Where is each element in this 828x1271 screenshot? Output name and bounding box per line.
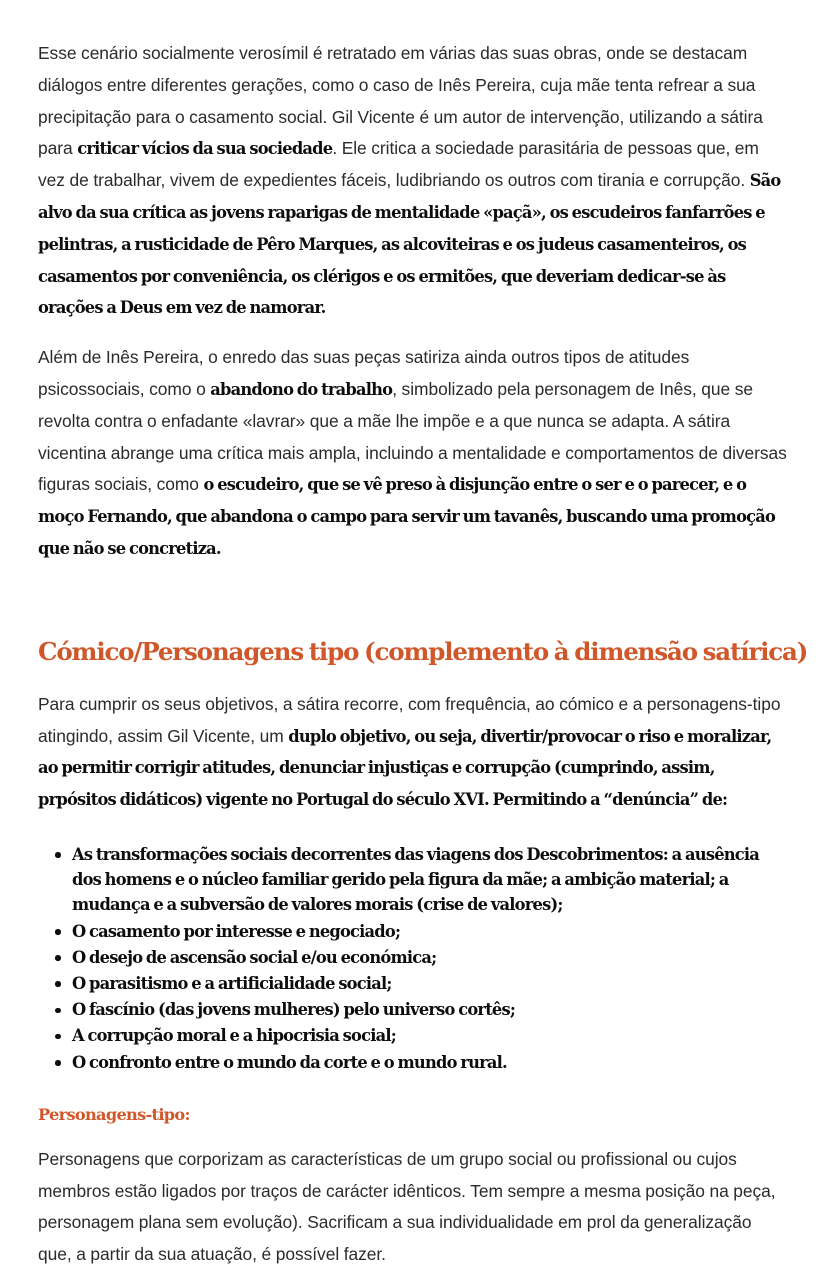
list-item: O parasitismo e a artificialidade social; (38, 971, 788, 996)
section-heading-comico-personagens-tipo: Cómico/Personagens tipo (complemento à dimensão satírica) (38, 636, 808, 666)
list-spacer (38, 816, 788, 842)
list-item: O confronto entre o mundo da corte e o mundo rural. (38, 1050, 788, 1075)
list-item: O desejo de ascensão social e/ou económica; (38, 945, 788, 970)
paragraph-1-bold-run-1: criticar vícios da sua sociedade (77, 139, 333, 159)
paragraph-2-bold-run-1: abandono do trabalho (210, 379, 393, 399)
paragraph-4: Personagens que corporizam as características de um grupo social ou profissional ou cujos membros estão ligados por traços de carácter idênticos. Tem sempre a mesma posição na peça, personagem plana sem evolução). Sacrificam a sua individualidade em prol da generalização que, a partir da sua atuação, é possível fazer. (38, 1148, 776, 1265)
denuncia-bullet-list (38, 842, 788, 1075)
list-item: O casamento por interesse e negociado; (38, 919, 788, 944)
subheading-spacer (38, 1076, 788, 1102)
section-spacer (38, 583, 788, 635)
paragraph-2-bold-run-2: o escudeiro, que se vê preso à disjunção entre o ser e o parecer, e o moço Fernando, que abandona o campo para servir um tavanês, buscando uma promoção que não se concretiza. (38, 475, 776, 558)
paragraph-2-text-run-1: Além de Inês Pereira, o enredo das suas peças satiriza ainda outros tipos de atitudes psicossociais, como o (38, 347, 690, 399)
list-item: As transformações sociais decorrentes das viagens dos Descobrimentos: a ausência dos homens e o núcleo familiar gerido pela figura da mãe; a ambição material; a mudança e a subversão de valores morais (crise de valores); (38, 842, 788, 918)
paragraph-2-text-run-2: , simbolizado pela personagem de Inês, que se revolta contra o enfadante «lavrar» que a mãe lhe impõe e a que nunca se adapta. A sátira vicentina abrange uma crítica mais ampla, incluindo a mentalidade e comportamentos de diversas figuras sociais, como (38, 378, 787, 495)
paragraph-3-text-run-1: Para cumprir os seus objetivos, a sátira recorre, com frequência, ao cómico e a personagens-tipo atingindo, assim Gil Vicente, um (38, 693, 781, 746)
paragraph-2 (38, 342, 788, 565)
list-item: O fascínio (das jovens mulheres) pelo universo cortês; (38, 997, 788, 1022)
subsection-heading-personagens-tipo: Personagens-tipo: (38, 1104, 190, 1124)
paragraph-1-text-run-1: Esse cenário socialmente verosímil é retratado em várias das suas obras, onde se destacam diálogos entre diferentes gerações, como o caso de Inês Pereira, cuja mãe tenta refrear a sua precipitação para o casamento social. Gil Vicente é um autor de intervenção, utilizando a sátira para (38, 43, 763, 159)
list-item: A corrupção moral e a hipocrisia social; (38, 1023, 788, 1048)
paragraph-1-bold-run-2: São alvo da sua crítica as jovens raparigas de mentalidade «paçã», os escudeiros fanfarrões e pelintras, a rusticidade de Pêro Marques, as alcoviteiras e os judeus casamenteiros, os casamentos por conveniência, os clérigos e os ermitões, que deveriam dedicar-se às orações a Deus em vez de namorar. (38, 171, 781, 318)
paragraph-1-text-run-2: . Ele critica a sociedade parasitária de pessoas que, em vez de trabalhar, vivem de expedientes fáceis, ludibriando os outros com tirania e corrupção. (38, 138, 759, 191)
paragraph-1 (38, 38, 788, 324)
paragraph-3-bold-run-1: duplo objetivo, ou seja, divertir/provocar o riso e moralizar, ao permitir corrigir atitudes, denunciar injustiças e corrupção (cumprindo, assim, prpósitos didáticos) vigente no Portugal do século XVI. Permitindo a “denúncia” de: (38, 726, 772, 810)
paragraph-3 (38, 689, 788, 816)
